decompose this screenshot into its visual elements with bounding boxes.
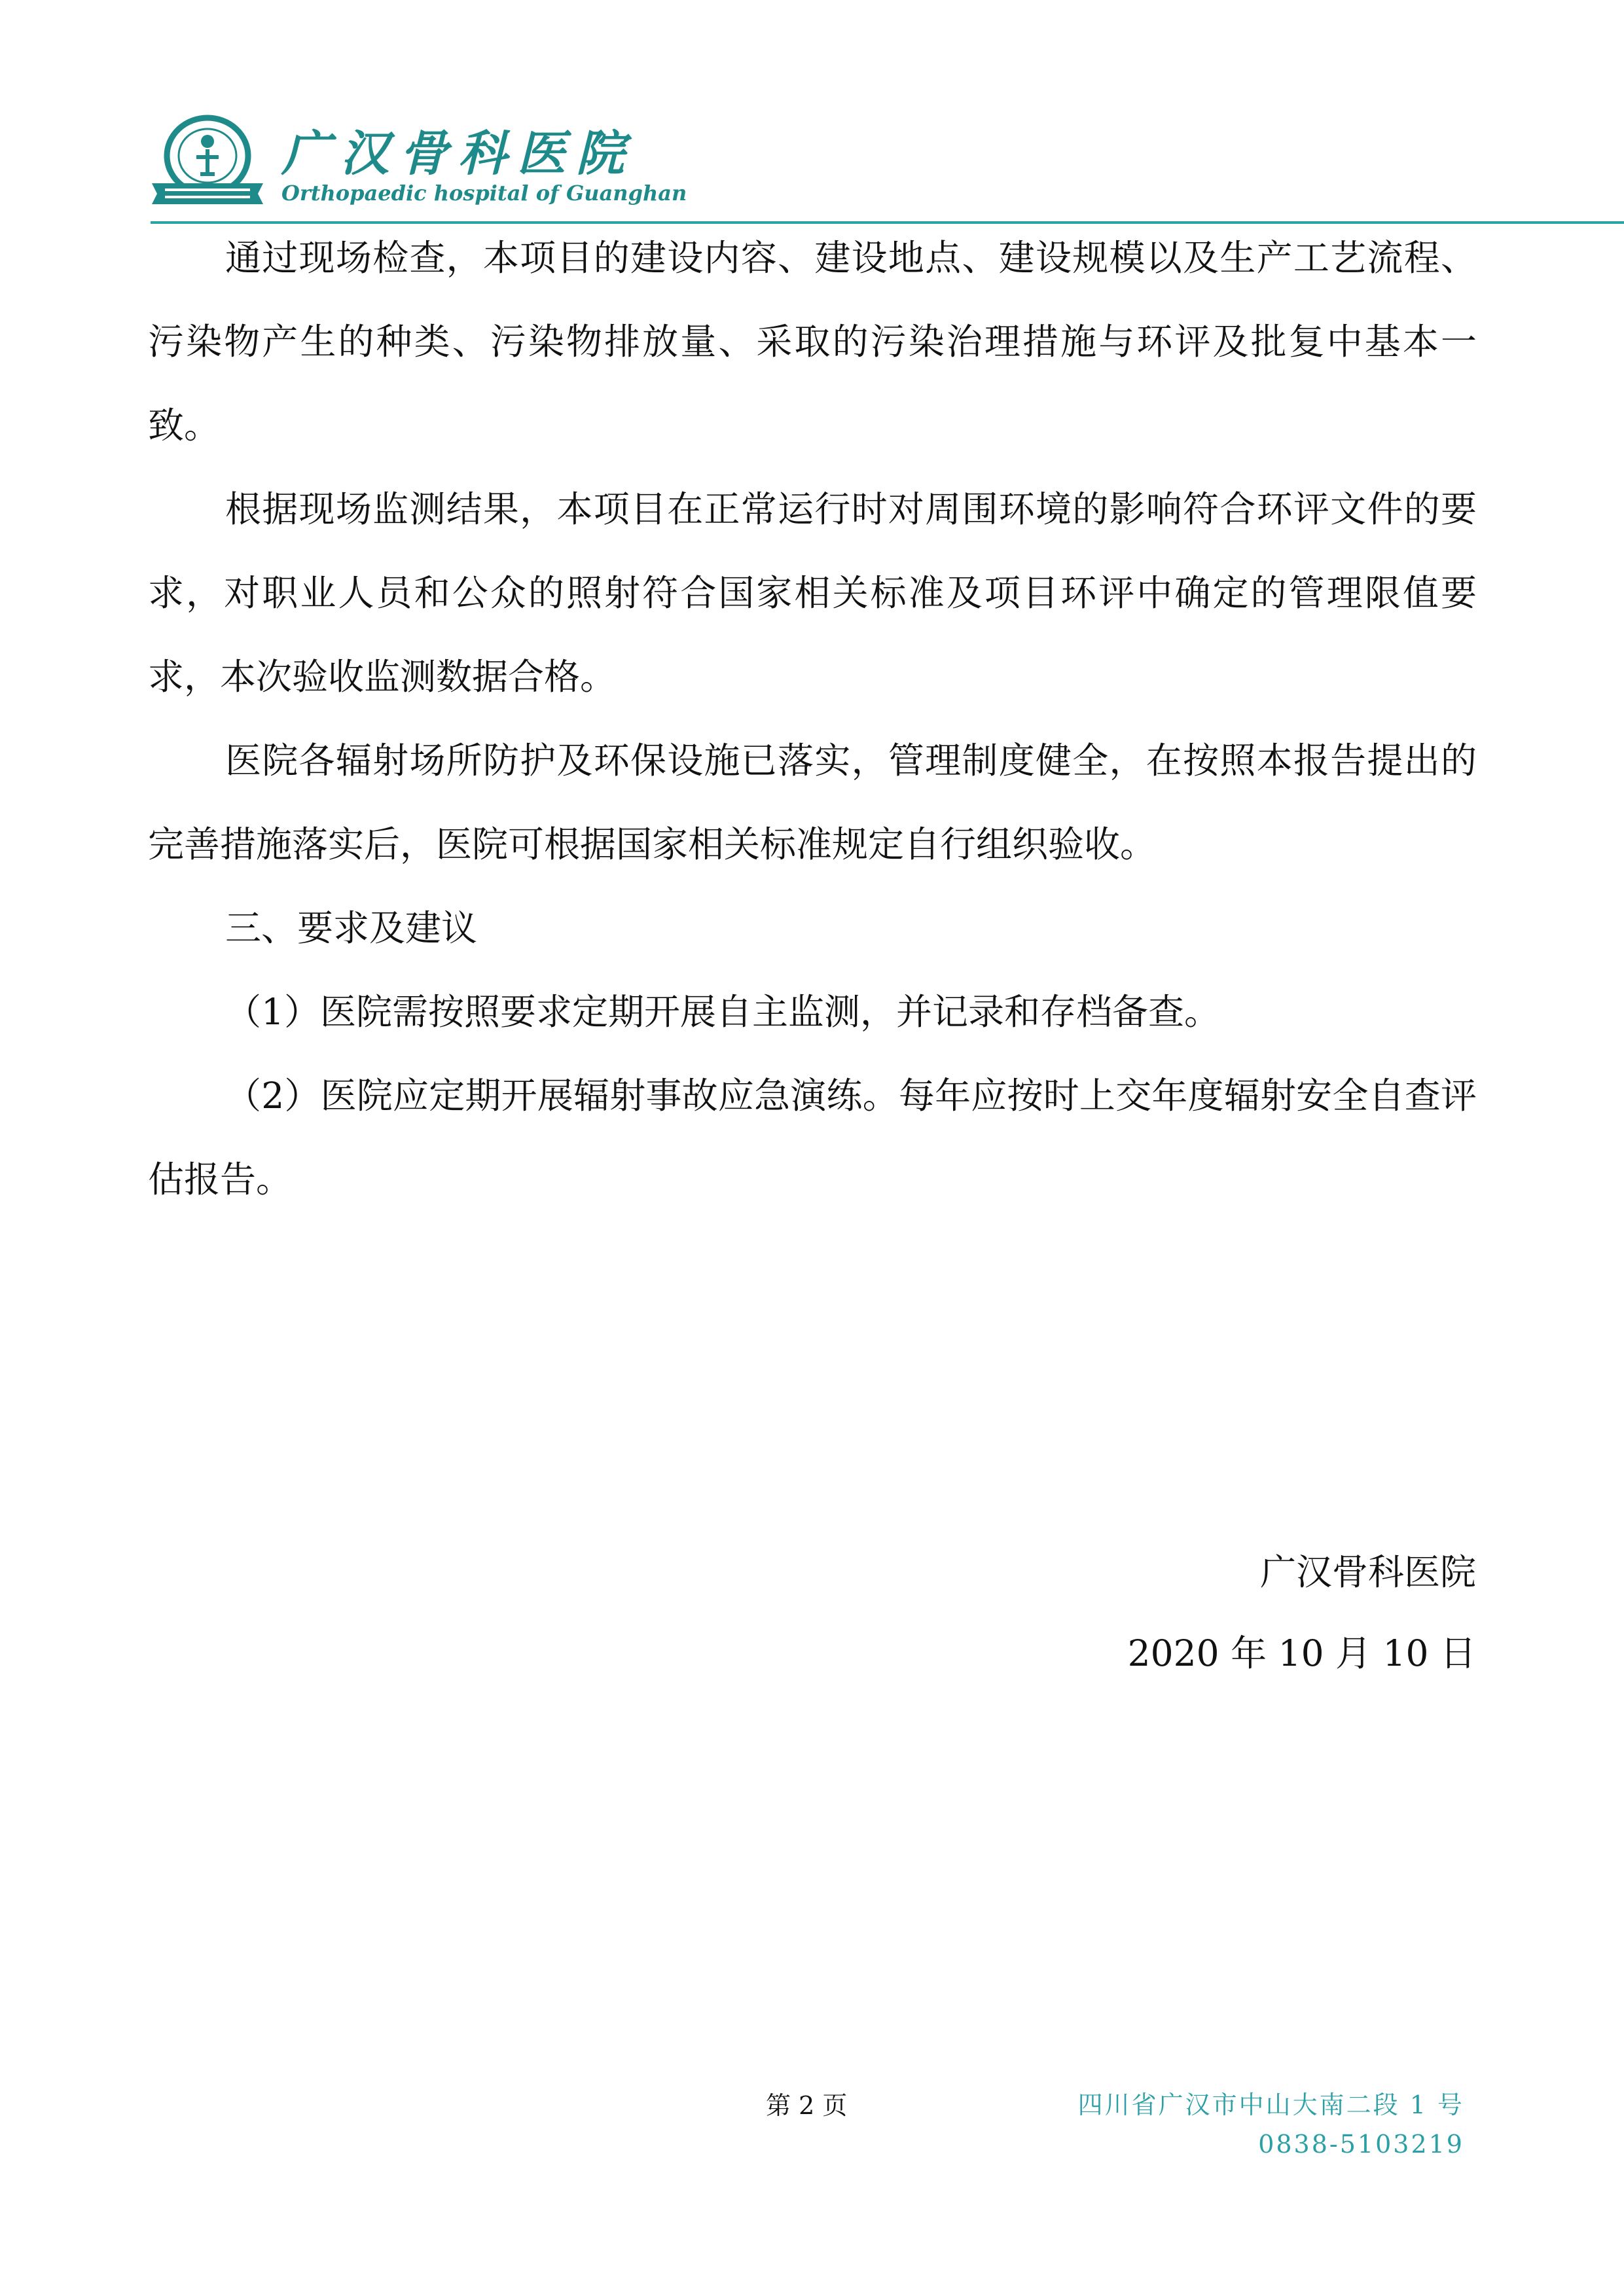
requirement-item-1: （1）医院需按照要求定期开展自主监测，并记录和存档备查。 (225, 991, 1220, 1033)
section-heading-requirements: 三、要求及建议 (225, 907, 478, 949)
hospital-emblem-icon (145, 110, 270, 208)
signature-block (1128, 1532, 1476, 1694)
signature-date: 2020 年 10 月 10 日 (1127, 1632, 1476, 1674)
page-number: 第 2 页 (766, 2091, 848, 2120)
paragraph-inspection: 通过现场检查，本项目的建设内容、建设地点、建设规模以及生产工艺流程、污染物产生的种类、污染物排放量、采取的污染治理措施与环评及批复中基本一致。 (148, 237, 1477, 446)
footer-address: 四川省广汉市中山大南二段 1 号 (1077, 2090, 1464, 2119)
hospital-name-cn: 广汉骨科医院 (281, 126, 635, 182)
footer-contact (1078, 2085, 1464, 2164)
paragraph-monitoring: 根据现场监测结果，本项目在正常运行时对周围环境的影响符合环评文件的要求，对职业人员和公众的照射符合国家相关标准及项目环评中确定的管理限值要求，本次验收监测数据合格。 (148, 488, 1477, 698)
paragraph-facilities: 医院各辐射场所防护及环保设施已落实，管理制度健全，在按照本报告提出的完善措施落实后，医院可根据国家相关标准规定自行组织验收。 (148, 740, 1477, 865)
signature-organization: 广汉骨科医院 (1259, 1551, 1476, 1593)
footer-phone: 0838-5103219 (1258, 2130, 1464, 2159)
hospital-name-en: Orthopaedic hospital of Guanghan (281, 181, 687, 206)
letterhead (0, 0, 1624, 229)
requirement-item-2: （2）医院应定期开展辐射事故应急演练。每年应按时上交年度辐射安全自查评估报告。 (148, 1075, 1477, 1200)
document-body (148, 216, 1477, 1221)
